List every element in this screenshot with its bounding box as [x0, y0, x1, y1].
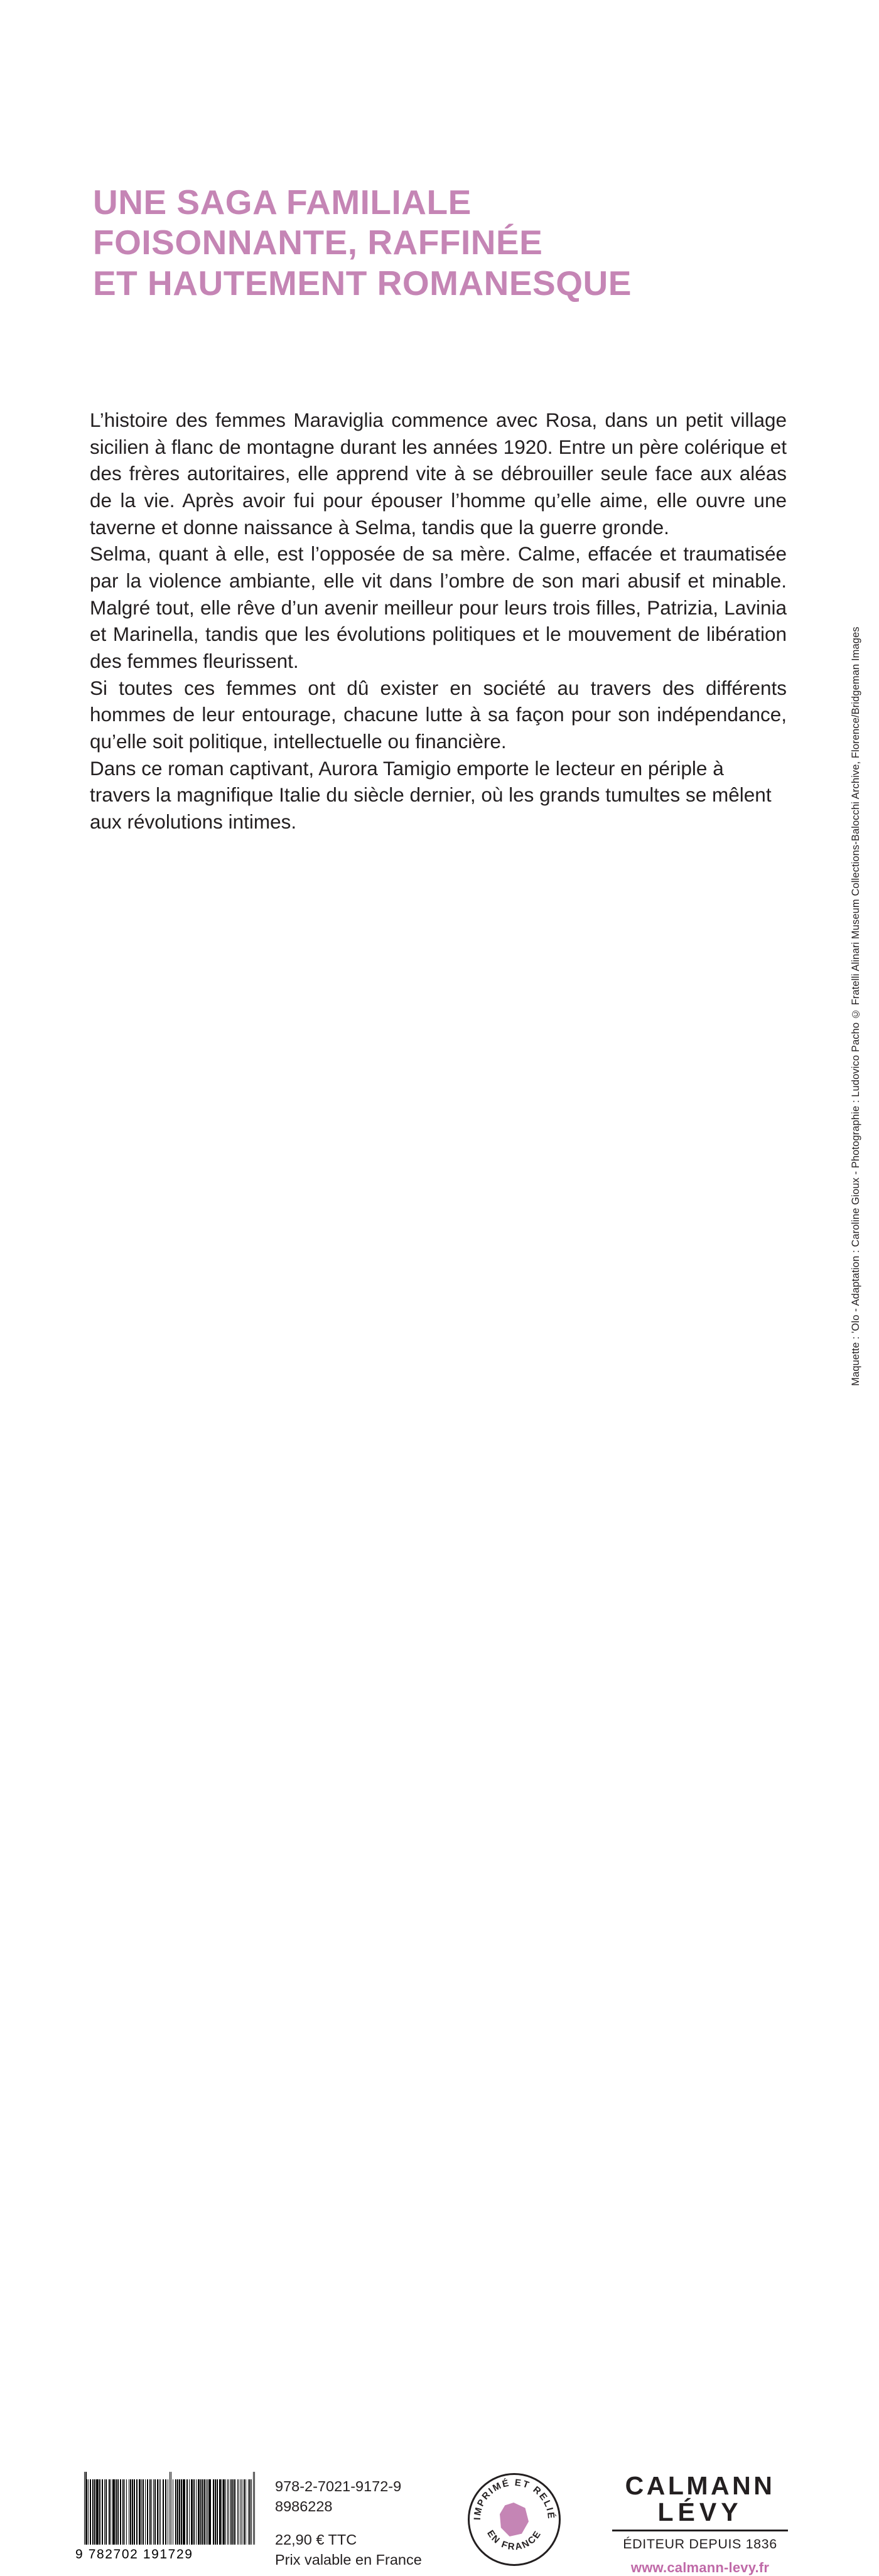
- footer: [0, 1233, 879, 2575]
- publisher-logo: [612, 2473, 788, 2576]
- spacer: [275, 2517, 422, 2530]
- printed-in-france-stamp: [468, 2473, 561, 2566]
- publisher-name-line-1: CALMANN: [625, 2471, 775, 2500]
- publisher-name-line-2: LÉVY: [657, 2497, 743, 2526]
- price-value: 22,90 € TTC: [275, 2531, 357, 2548]
- publisher-since: ÉDITEUR DEPUIS 1836: [623, 2536, 777, 2552]
- publisher-divider: [612, 2530, 788, 2531]
- barcode: [75, 2479, 264, 2561]
- headline-line-1: UNE SAGA FAMILIALE: [93, 183, 472, 222]
- reference-value: 8986228: [275, 2498, 333, 2515]
- isbn-value: 978-2-7021-9172-9: [275, 2478, 402, 2494]
- blurb-paragraph-4: Dans ce roman captivant, Aurora Tamigio emporte le lecteur en périple à travers la magnifique Italie du siècle dernier, où les grands tumultes se mêlent aux révolutions intimes.: [90, 756, 772, 834]
- blurb-paragraph-3: Si toutes ces femmes ont dû exister en société au travers des différents hommes de leur entourage, chacune lutte à sa façon pour son indépendance, qu’elle soit politique, intellectuelle ou financière.: [90, 676, 787, 753]
- publisher-name: [612, 2473, 788, 2526]
- page-title: [93, 182, 758, 303]
- blurb-paragraph-2: Selma, quant à elle, est l’opposée de sa mère. Calme, effacée et traumatisée par la violence ambiante, elle vit dans l’ombre de son mari abusif et minable. Malgré tout, elle rêve d’un avenir meilleur pour leurs trois filles, Patrizia, Lavinia et Marinella, tandis que les évolutions politiques et le mouvement de libération des femmes fleurissent.: [90, 542, 787, 673]
- svg-text:EN FRANCE: EN FRANCE: [485, 2528, 544, 2553]
- price-note: Prix valable en France: [275, 2552, 422, 2568]
- barcode-bars: [84, 2479, 255, 2545]
- barcode-number: 9 782702 191729: [75, 2547, 193, 2562]
- blurb-text: [90, 407, 787, 835]
- headline-line-3: ET HAUTEMENT ROMANESQUE: [93, 263, 632, 303]
- headline-line-2: FOISONNANTE, RAFFINÉE: [93, 223, 543, 262]
- blurb-paragraph-1: L’histoire des femmes Maraviglia commence avec Rosa, dans un petit village sicilien à flanc de montagne durant les années 1920. Entre un père colérique et des frères autoritaires, elle apprend vite à se débrouiller seule face aux aléas de la vie. Après avoir fui pour épouser l’homme qu’elle aime, elle ouvre une taverne et donne naissance à Selma, tandis que la guerre gronde.: [90, 409, 787, 539]
- publisher-website-link[interactable]: www.calmann-levy.fr: [630, 2559, 770, 2575]
- credits-vertical-text: Maquette : ’Olo - Adaptation : Caroline Gioux - Photographie : Ludovico Pacho © Fratelli Alinari Museum Collections-Balocchi Archive, Florence/Bridgeman Images: [850, 626, 861, 1386]
- svg-text:IMPRIMÉ ET RELIÉ: IMPRIMÉ ET RELIÉ: [472, 2477, 557, 2521]
- isbn-price-block: [275, 2476, 422, 2570]
